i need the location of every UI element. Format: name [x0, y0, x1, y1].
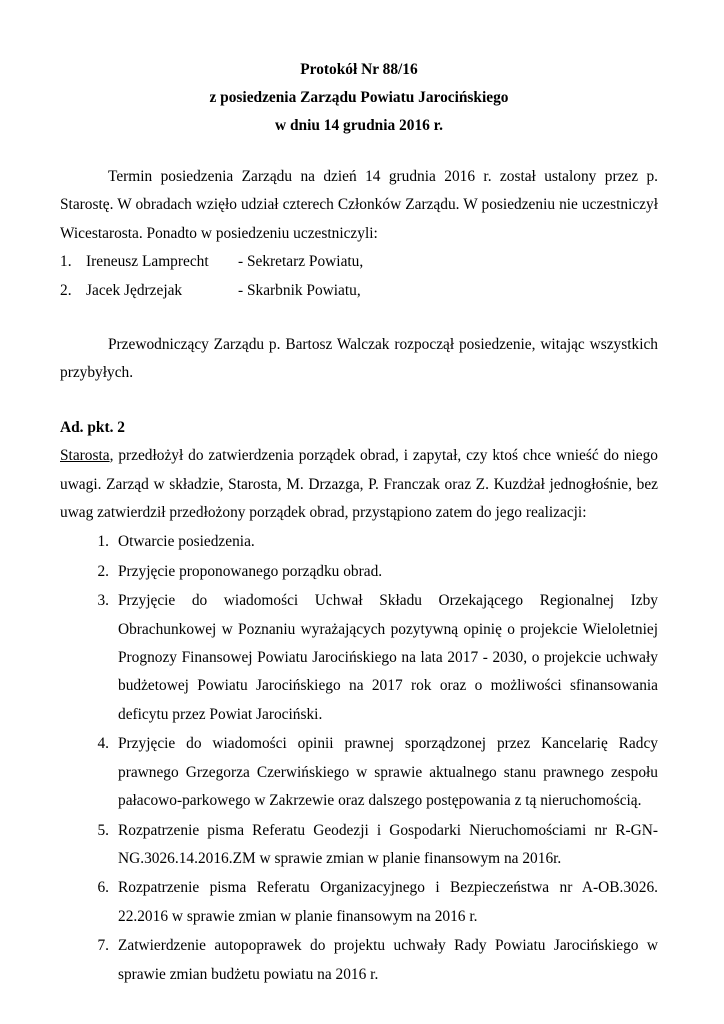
agenda-text: Przyjęcie do wiadomości Uchwał Składu Orzekającego Regionalnej Izby Obrachunkowej w Poznaniu wyrażających pozytywną opinię o projekcie Wieloletniej Prognozy Finansowej Powiatu Jarocińskiego na lata 2017 - 2030, o projekcie uchwały budżetowej Powiatu Jarocińskiego na 2017 rok oraz o możliwości sfinansowania deficytu przez Powiat Jarociński.: [118, 592, 658, 723]
agenda-item: [60, 817, 658, 874]
agenda-list: [60, 528, 658, 989]
agenda-text: Rozpatrzenie pisma Referatu Organizacyjnego i Bezpieczeństwa nr A-OB.3026. 22.2016 w sprawie zmian w planie finansowym na 2016 r.: [118, 879, 658, 925]
agenda-number: 7.: [97, 937, 109, 955]
opening-paragraph: Przewodniczący Zarządu p. Bartosz Walczak rozpoczął posiedzenie, witając wszystkich przybyłych.: [60, 336, 658, 382]
agenda-item: [60, 932, 658, 989]
agenda-item: [60, 730, 658, 815]
agenda-number: 1.: [97, 533, 109, 551]
attendees-list: [60, 248, 658, 305]
attendee-number: 2.: [60, 281, 72, 299]
agenda-item: [60, 558, 658, 586]
agenda-text: Zatwierdzenie autopoprawek do projektu uchwały Rady Powiatu Jarocińskiego w sprawie zmian budżetu powiatu na 2016 r.: [118, 937, 658, 983]
section-heading: Ad. pkt. 2: [60, 418, 126, 436]
intro-paragraph: Termin posiedzenia Zarządu na dzień 14 grudnia 2016 r. został ustalony przez p. Starostę. W obradach wzięło udział czterech Członków Zarządu. W posiedzeniu nie uczestniczył Wicestarosta. Ponadto w posiedzeniu uczestniczyli:: [60, 168, 658, 242]
agenda-number: 2.: [97, 562, 109, 580]
agenda-number: 4.: [97, 735, 109, 753]
meeting-subtitle: z posiedzenia Zarządu Powiatu Jarocińskiego: [209, 89, 509, 106]
agenda-number: 3.: [97, 592, 109, 610]
agenda-text: Przyjęcie do wiadomości opinii prawnej sporządzonej przez Kancelarię Radcy prawnego Grzegorza Czerwińskiego w sprawie aktualnego stanu prawnego zespołu pałacowo-parkowego w Zakrzewie oraz dalszego postępowania z tą nieruchomością.: [118, 735, 658, 810]
attendee-role: - Skarbnik Powiatu,: [238, 281, 361, 299]
starosta-word: Starosta: [60, 447, 110, 465]
attendee-role: - Sekretarz Powiatu,: [238, 253, 364, 271]
document-header: [60, 56, 658, 140]
agenda-item: [60, 874, 658, 931]
attendee-row: [60, 248, 658, 276]
agenda-text: Przyjęcie proponowanego porządku obrad.: [118, 562, 383, 580]
agenda-text: Rozpatrzenie pisma Referatu Geodezji i Gospodarki Nieruchomościami nr R-GN-NG.3026.14.2016.ZM w sprawie zmian w planie finansowym na 2016r.: [118, 821, 658, 867]
agenda-item: [60, 587, 658, 729]
agenda-number: 6.: [97, 879, 109, 897]
attendee-name: Ireneusz Lamprecht: [86, 253, 209, 271]
protocol-title: Protokół Nr 88/16: [300, 61, 418, 78]
section-paragraph: [60, 442, 658, 527]
attendee-name: Jacek Jędrzejak: [86, 281, 183, 299]
section-body: , przedłożył do zatwierdzenia porządek obrad, i zapytał, czy ktoś chce wnieść do niego uwagi. Zarząd w składzie, Starosta, M. Drzazga, P. Franczak oraz Z. Kuzdżał jednogłośnie, bez uwag zatwierdził przedłożony porządek obrad, przystąpiono zatem do jego realizacji:: [60, 447, 658, 522]
meeting-date: w dniu 14 grudnia 2016 r.: [275, 117, 443, 134]
agenda-number: 5.: [97, 821, 109, 839]
agenda-text: Otwarcie posiedzenia.: [118, 533, 255, 551]
agenda-item: [60, 528, 658, 556]
attendee-number: 1.: [60, 253, 72, 271]
attendee-row: [60, 277, 658, 305]
